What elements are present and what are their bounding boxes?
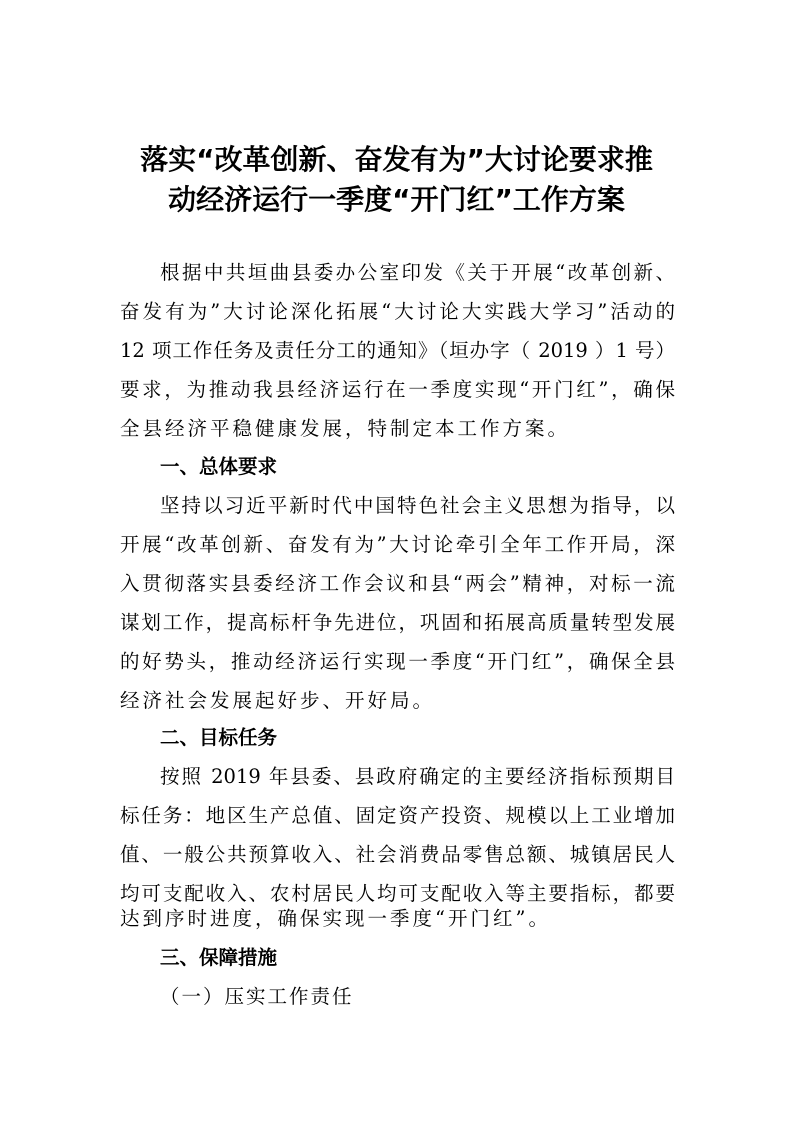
subsection-heading: （一）压实工作责任 [160, 985, 354, 1008]
section2-line: 达到序时进度，确保实现一季度“开门红”。 [120, 907, 551, 930]
section2-line: 值、一般公共预算收入、社会消费品零售总额、城镇居民人 [120, 843, 675, 866]
section1-line: 入贯彻落实县委经济工作会议和县“两会”精神，对标一流 [120, 572, 675, 595]
section2-line: 按照 2019 年县委、县政府确定的主要经济指标预期目 [160, 765, 675, 788]
section1-line: 经济社会发展起好步、开好局。 [120, 689, 436, 712]
section1-line: 坚持以习近平新时代中国特色社会主义思想为指导，以 [160, 494, 675, 517]
section-heading-safeguard-measures: 三、保障措施 [160, 946, 278, 969]
section-heading-target-tasks: 二、目标任务 [160, 726, 278, 749]
intro-line: 根据中共垣曲县委办公室印发《关于开展“改革创新、 [160, 261, 675, 284]
section2-line: 标任务：地区生产总值、固定资产投资、规模以上工业增加 [120, 804, 675, 827]
intro-line: 全县经济平稳健康发展，特制定本工作方案。 [120, 417, 571, 440]
intro-line: 12 项工作任务及责任分工的通知》（垣办字（ 2019 ）1 号） [120, 339, 675, 362]
intro-line: 要求，为推动我县经济运行在一季度实现“开门红”，确保 [120, 378, 675, 401]
intro-line: 奋发有为”大讨论深化拓展“大讨论大实践大学习”活动的 [120, 300, 675, 323]
section1-line: 谋划工作，提高标杆争先进位，巩固和拓展高质量转型发展 [120, 611, 675, 634]
document-title-line-1: 落实“改革创新、奋发有为”大讨论要求推 [140, 143, 653, 176]
section1-line: 开展“改革创新、奋发有为”大讨论牵引全年工作开局，深 [120, 533, 675, 556]
document-title-line-2: 动经济运行一季度“开门红”工作方案 [168, 183, 625, 216]
section-heading-overall-requirements: 一、总体要求 [160, 455, 278, 478]
section2-line: 均可支配收入、农村居民人均可支配收入等主要指标，都要 [120, 882, 675, 905]
section1-line: 的好势头，推动经济运行实现一季度“开门红”，确保全县 [120, 650, 675, 673]
